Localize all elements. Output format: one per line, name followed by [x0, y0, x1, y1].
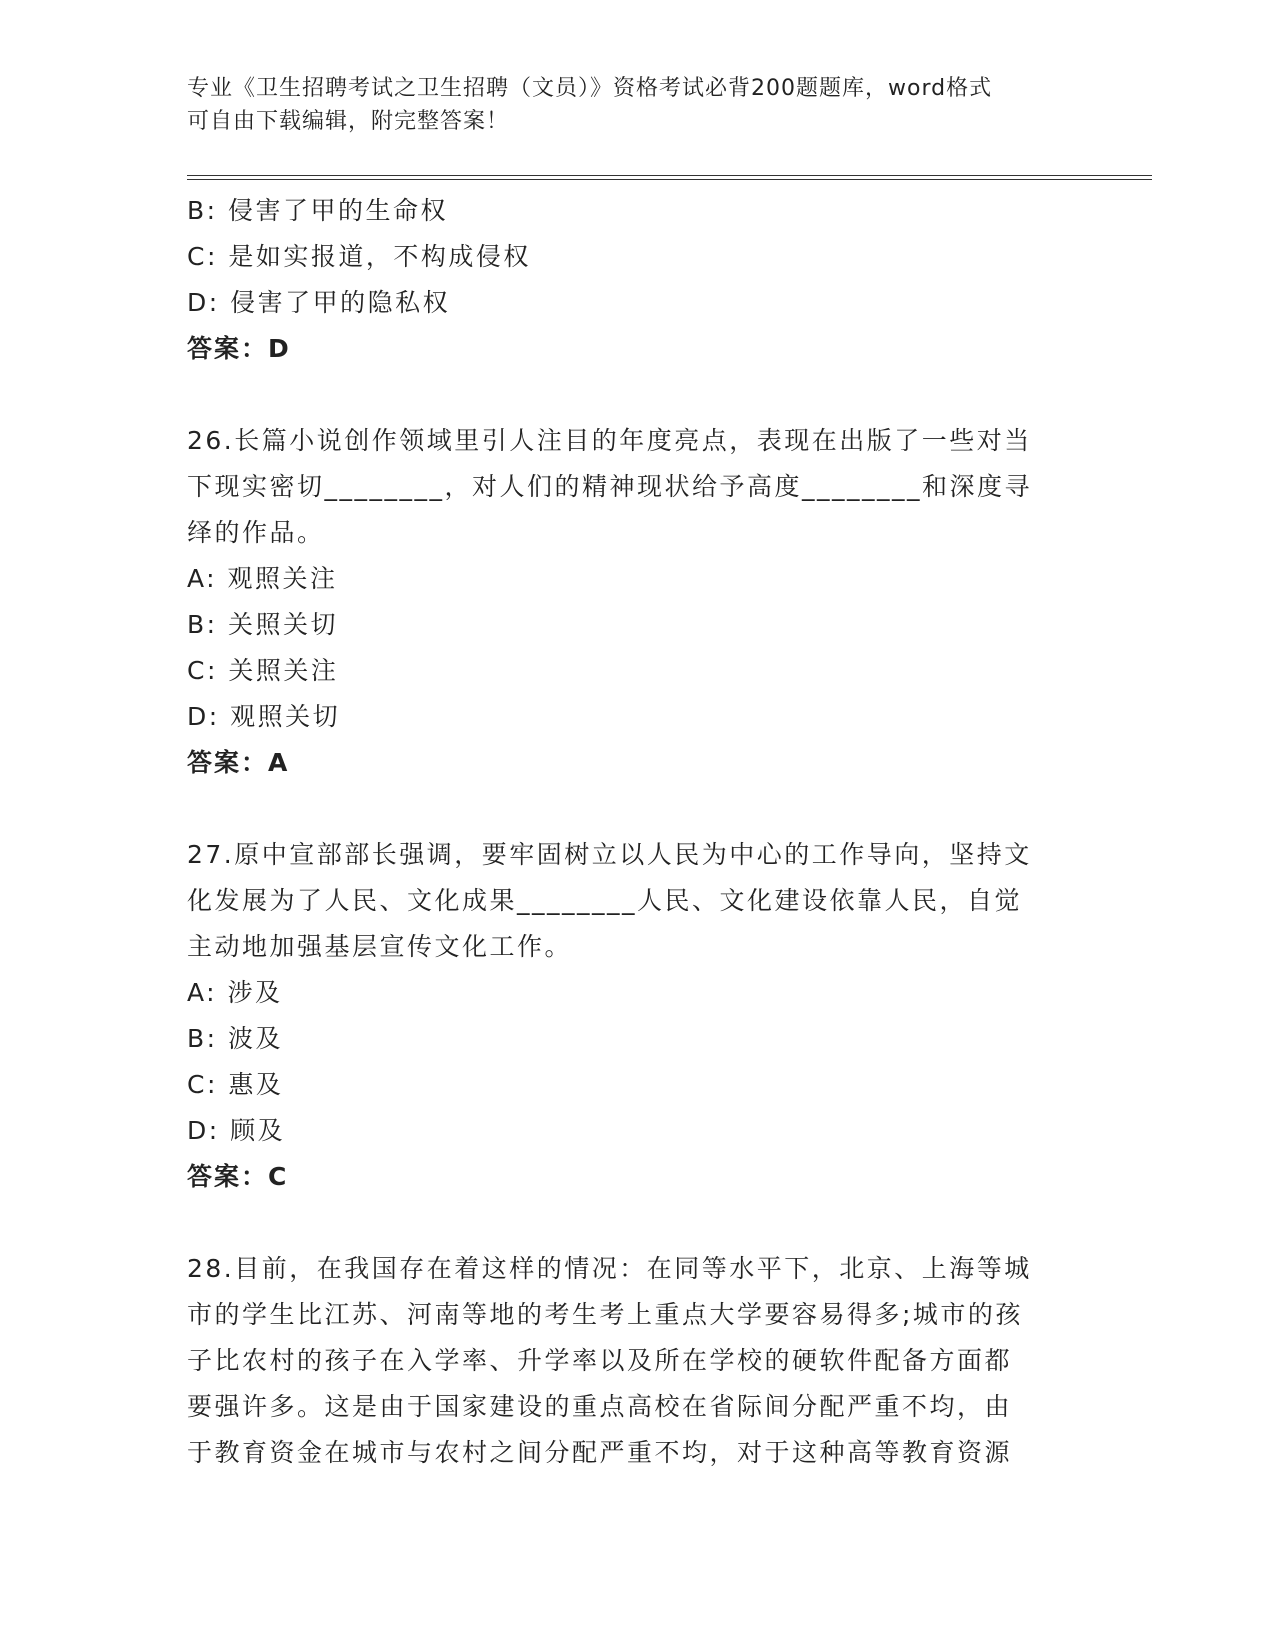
question-stem-line: 于教育资金在城市与农村之间分配严重不均，对于这种高等教育资源: [187, 1438, 1013, 1467]
answer-line: 答案：C: [187, 1162, 289, 1191]
option-c: C: 关照关注: [187, 656, 339, 685]
question-stem-line: 下现实密切________，对人们的精神现状给予高度________和深度寻: [187, 472, 1033, 501]
option-d: D: 顾及: [187, 1116, 286, 1145]
option-b: B: 侵害了甲的生命权: [187, 196, 449, 225]
option-a: A: 观照关注: [187, 564, 338, 593]
question-25-continued: [187, 188, 1077, 372]
question-27: [187, 832, 1077, 1200]
option-b: B: 关照关切: [187, 610, 339, 639]
question-stem-line: 主动地加强基层宣传文化工作。: [187, 932, 573, 961]
option-b: B: 波及: [187, 1024, 284, 1053]
spacer: [187, 1200, 1077, 1246]
option-d: D: 观照关切: [187, 702, 341, 731]
header-double-rule: [187, 175, 1152, 180]
option-c: C: 惠及: [187, 1070, 284, 1099]
question-stem-line: 市的学生比江苏、河南等地的考生考上重点大学要容易得多;城市的孩: [187, 1300, 1023, 1329]
question-stem-line: 28.目前，在我国存在着这样的情况：在同等水平下，北京、上海等城: [187, 1254, 1032, 1283]
document-header: [187, 72, 1087, 138]
spacer: [187, 372, 1077, 418]
question-stem-line: 化发展为了人民、文化成果________人民、文化建设依靠人民，自觉: [187, 886, 1023, 915]
answer-line: 答案：A: [187, 748, 290, 777]
document-body: [187, 188, 1077, 1476]
option-a: A: 涉及: [187, 978, 283, 1007]
question-stem-line: 子比农村的孩子在入学率、升学率以及所在学校的硬软件配备方面都: [187, 1346, 1013, 1375]
option-c: C: 是如实报道，不构成侵权: [187, 242, 531, 271]
question-stem-line: 27.原中宣部部长强调，要牢固树立以人民为中心的工作导向，坚持文: [187, 840, 1032, 869]
header-title-line-1: 专业《卫生招聘考试之卫生招聘（文员）》资格考试必背200题题库，word格式: [187, 76, 993, 101]
question-26: [187, 418, 1077, 786]
header-title-line-2: 可自由下载编辑，附完整答案！: [187, 109, 510, 134]
question-28: [187, 1246, 1077, 1476]
question-stem-line: 绎的作品。: [187, 518, 325, 547]
answer-line: 答案：D: [187, 334, 291, 363]
question-stem-line: 要强许多。这是由于国家建设的重点高校在省际间分配严重不均，由: [187, 1392, 1013, 1421]
option-d: D: 侵害了甲的隐私权: [187, 288, 451, 317]
question-stem-line: 26.长篇小说创作领域里引人注目的年度亮点，表现在出版了一些对当: [187, 426, 1032, 455]
spacer: [187, 786, 1077, 832]
